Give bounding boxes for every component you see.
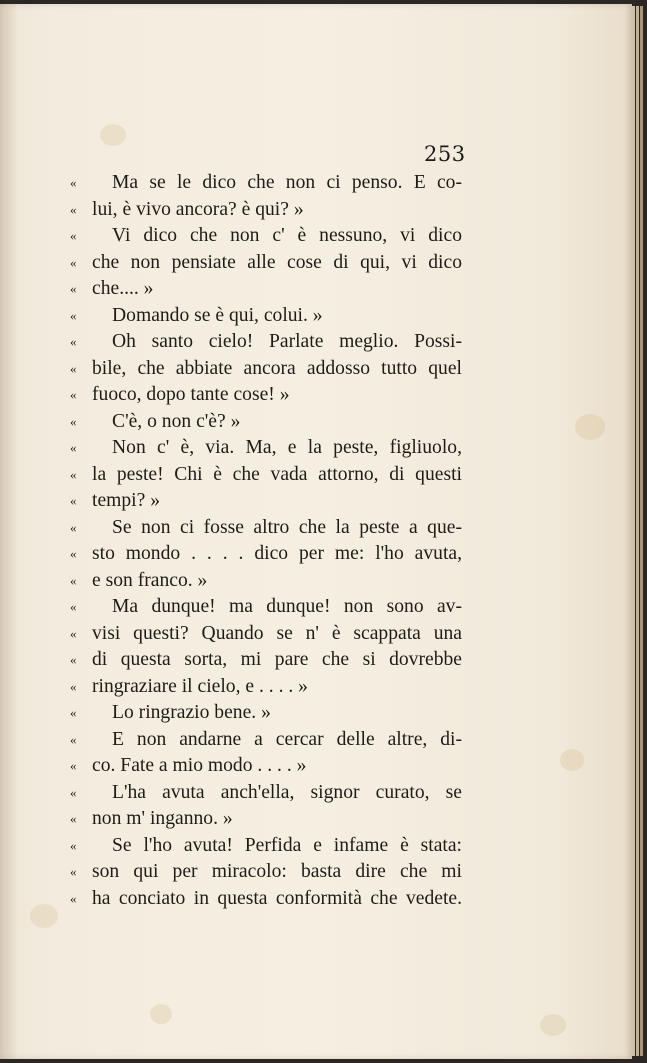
quote-mark: «: [70, 307, 77, 323]
text-line: [70, 806, 462, 833]
line-text: ringraziare il cielo, e . . . . »: [92, 675, 308, 697]
line-text: Se non ci fosse altro che la peste a que-: [112, 516, 462, 538]
line-text: tempi? »: [92, 490, 161, 511]
quote-mark: «: [70, 387, 77, 402]
foxing-spot: [150, 1004, 172, 1024]
quote-mark: «: [70, 466, 77, 482]
quote-mark: «: [70, 519, 77, 535]
line-text: L'ha avuta anch'ella, signor curato, se: [112, 781, 462, 803]
foxing-spot: [560, 749, 584, 771]
quote-mark: «: [70, 281, 77, 296]
text-line: [70, 435, 462, 462]
line-text: non m' inganno. »: [92, 808, 233, 829]
quote-mark: «: [70, 175, 77, 190]
quote-mark: «: [70, 890, 77, 906]
page-edge: [636, 6, 639, 1056]
quote-mark: «: [70, 413, 77, 429]
quote-mark: «: [70, 837, 77, 853]
page-edge: [632, 6, 635, 1056]
text-line: [70, 700, 462, 727]
line-text: co. Fate a mio modo . . . . »: [92, 755, 307, 776]
foxing-spot: [30, 904, 58, 928]
quote-mark: «: [70, 546, 77, 561]
text-line: [70, 250, 462, 277]
text-line: [70, 356, 462, 383]
line-text: fuoco, dopo tante cose! »: [92, 384, 290, 405]
line-text: sto mondo . . . . dico per me: l'ho avuta,: [92, 543, 462, 564]
line-text: E non andarne a cercar delle altre, di-: [112, 728, 462, 750]
text-line: [70, 753, 462, 780]
text-line: [70, 223, 462, 250]
foxing-spot: [100, 124, 126, 146]
text-line: [70, 594, 462, 621]
line-text: son qui per miracolo: basta dire che mi: [92, 861, 462, 882]
text-line: [70, 197, 462, 224]
text-line: [70, 515, 462, 542]
line-text: che.... »: [92, 278, 154, 299]
text-line: [70, 859, 462, 886]
text-line: [70, 886, 462, 913]
line-text: Se l'ho avuta! Perfida e infame è stata:: [112, 834, 462, 856]
line-text: Ma dunque! ma dunque! non sono av-: [112, 596, 462, 617]
text-line: [70, 409, 462, 436]
line-text: Oh santo cielo! Parlate meglio. Possi-: [112, 331, 462, 352]
foxing-spot: [575, 414, 605, 440]
quote-mark: «: [70, 493, 77, 508]
quote-mark: «: [70, 678, 77, 694]
line-text: di questa sorta, mi pare che si dovrebbe: [92, 649, 462, 670]
quote-mark: «: [70, 334, 77, 349]
gutter-shadow: [0, 4, 18, 1059]
line-text: ha conciato in questa conformità che vedete.: [92, 887, 462, 909]
page-edge: [640, 6, 643, 1056]
line-text: e son franco. »: [92, 569, 208, 591]
line-text: la peste! Chi è che vada attorno, di questi: [92, 463, 462, 485]
quote-mark: «: [70, 758, 77, 773]
quote-mark: «: [70, 625, 77, 641]
quote-mark: «: [70, 201, 77, 217]
quote-mark: «: [70, 864, 77, 879]
text-line: [70, 276, 462, 303]
quote-mark: «: [70, 652, 77, 667]
quote-mark: «: [70, 784, 77, 800]
quote-mark: «: [70, 254, 77, 270]
text-line: [70, 329, 462, 356]
line-text: Vi dico che non c' è nessuno, vi dico: [112, 225, 462, 246]
text-line: [70, 303, 462, 330]
text-line: [70, 621, 462, 648]
quote-mark: «: [70, 731, 77, 747]
quote-mark: «: [70, 228, 77, 243]
quote-mark: «: [70, 705, 77, 720]
text-line: [70, 727, 462, 754]
line-text: Lo ringrazio bene. »: [112, 702, 271, 723]
text-line: [70, 674, 462, 701]
quote-mark: «: [70, 360, 77, 376]
page-number: 253: [424, 142, 466, 166]
line-text: visi questi? Quando se n' è scappata una: [92, 622, 462, 644]
text-line: [70, 833, 462, 860]
line-text: lui, è vivo ancora? è qui? »: [92, 198, 304, 220]
text-line: [70, 382, 462, 409]
quote-mark: «: [70, 811, 77, 826]
foxing-spot: [540, 1014, 566, 1036]
text-line: [70, 541, 462, 568]
line-text: Ma se le dico che non ci penso. E co-: [112, 172, 462, 193]
line-text: Domando se è qui, colui. »: [112, 304, 323, 326]
text-line: [70, 488, 462, 515]
body-text: [70, 170, 462, 912]
text-line: [70, 462, 462, 489]
text-line: [70, 647, 462, 674]
line-text: che non pensiate alle cose di qui, vi dico: [92, 251, 462, 273]
quote-mark: «: [70, 440, 77, 455]
text-line: [70, 568, 462, 595]
line-text: Non c' è, via. Ma, e la peste, figliuolo,: [112, 437, 462, 458]
text-line: [70, 170, 462, 197]
quote-mark: «: [70, 599, 77, 614]
line-text: C'è, o non c'è? »: [112, 410, 241, 432]
text-line: [70, 780, 462, 807]
quote-mark: «: [70, 572, 77, 588]
line-text: bile, che abbiate ancora addosso tutto quel: [92, 357, 462, 379]
